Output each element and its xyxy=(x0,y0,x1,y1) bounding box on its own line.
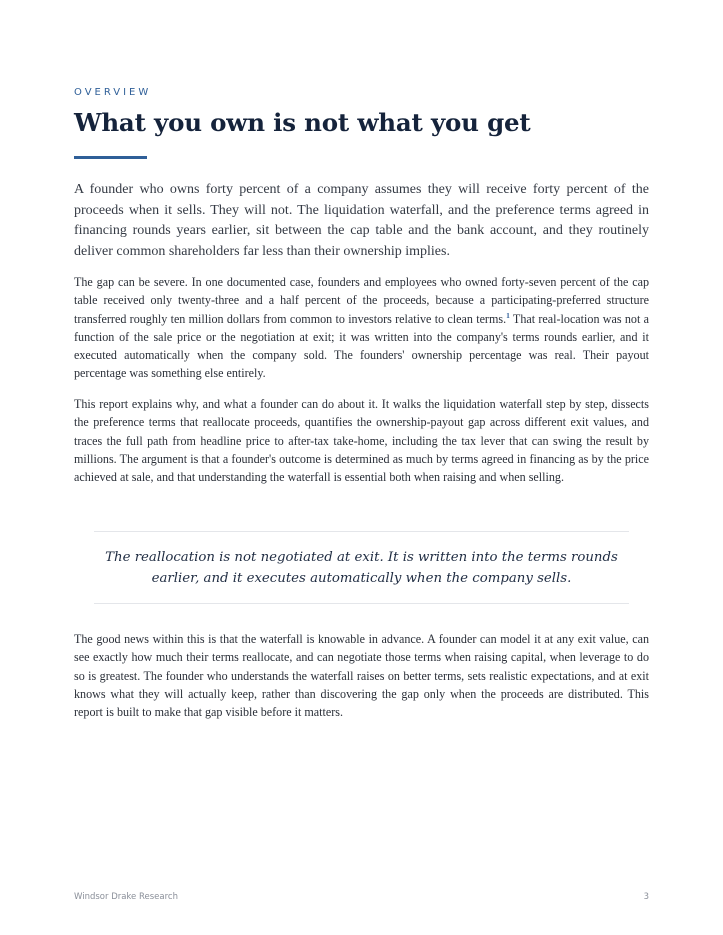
footer-page-number: 3 xyxy=(643,892,649,902)
footnote-marker[interactable]: 1 xyxy=(506,310,510,320)
pull-quote xyxy=(94,531,629,604)
lead-paragraph: A founder who owns forty percent of a company assumes they will receive forty percent of the proceeds when it sells. They will not. The liquidation waterfall, and the preference terms agreed in financing rounds years earlier, sit between the cap table and the bank account, and they routinely deliver common shareholders far less than their ownership implies. xyxy=(74,182,649,260)
body-paragraph-1 xyxy=(74,273,649,383)
section-eyebrow: OVERVIEW xyxy=(74,87,152,98)
paragraph-text: The gap can be severe. In one documented case, founders and employees who owned forty-seven percent of the cap table received only twenty-three and a half percent of the proceeds, because a participating-preferred structure transferred roughly ten million dollars from common to investors relative to clean terms. xyxy=(74,275,649,326)
title-accent-rule xyxy=(74,156,147,159)
footer-publisher: Windsor Drake Research xyxy=(74,892,178,902)
body-paragraph-3: The good news within this is that the waterfall is knowable in advance. A founder can model it at any exit value, can see exactly how much their terms reallocate, and can negotiate those terms when raising capital, when leverage to do so is greatest. The founder who understands the waterfall raises on better terms, sets realistic expectations, and at exit knows what they will actually keep, rather than discovering the gap only when the proceeds are distributed. This report is built to make that gap visible before it matters. xyxy=(74,632,649,720)
page-title: What you own is not what you get xyxy=(74,108,531,137)
pull-quote-text: The reallocation is not negotiated at exit. It is written into the terms rounds earlier, and it executes automatically when the company sells. xyxy=(105,550,618,586)
paragraph-text: That real-location was not a function of the sale price or the negotiation at exit; it was written into the company's terms rounds earlier, and it executed automatically when the company sold. The founders' ownership percentage was real. Their payout percentage was something else entirely. xyxy=(74,311,649,381)
body-paragraph-2: This report explains why, and what a founder can do about it. It walks the liquidation waterfall step by step, dissects the preference terms that reallocate proceeds, quantifies the ownership-payout gap across different exit values, and traces the full path from headline price to after-tax take-home, including the tax lever that can swing the result by millions. The argument is that a founder's outcome is determined as much by terms agreed in financing as by the price achieved at sale, and that understanding the waterfall is essential both when raising and when selling. xyxy=(74,397,649,485)
